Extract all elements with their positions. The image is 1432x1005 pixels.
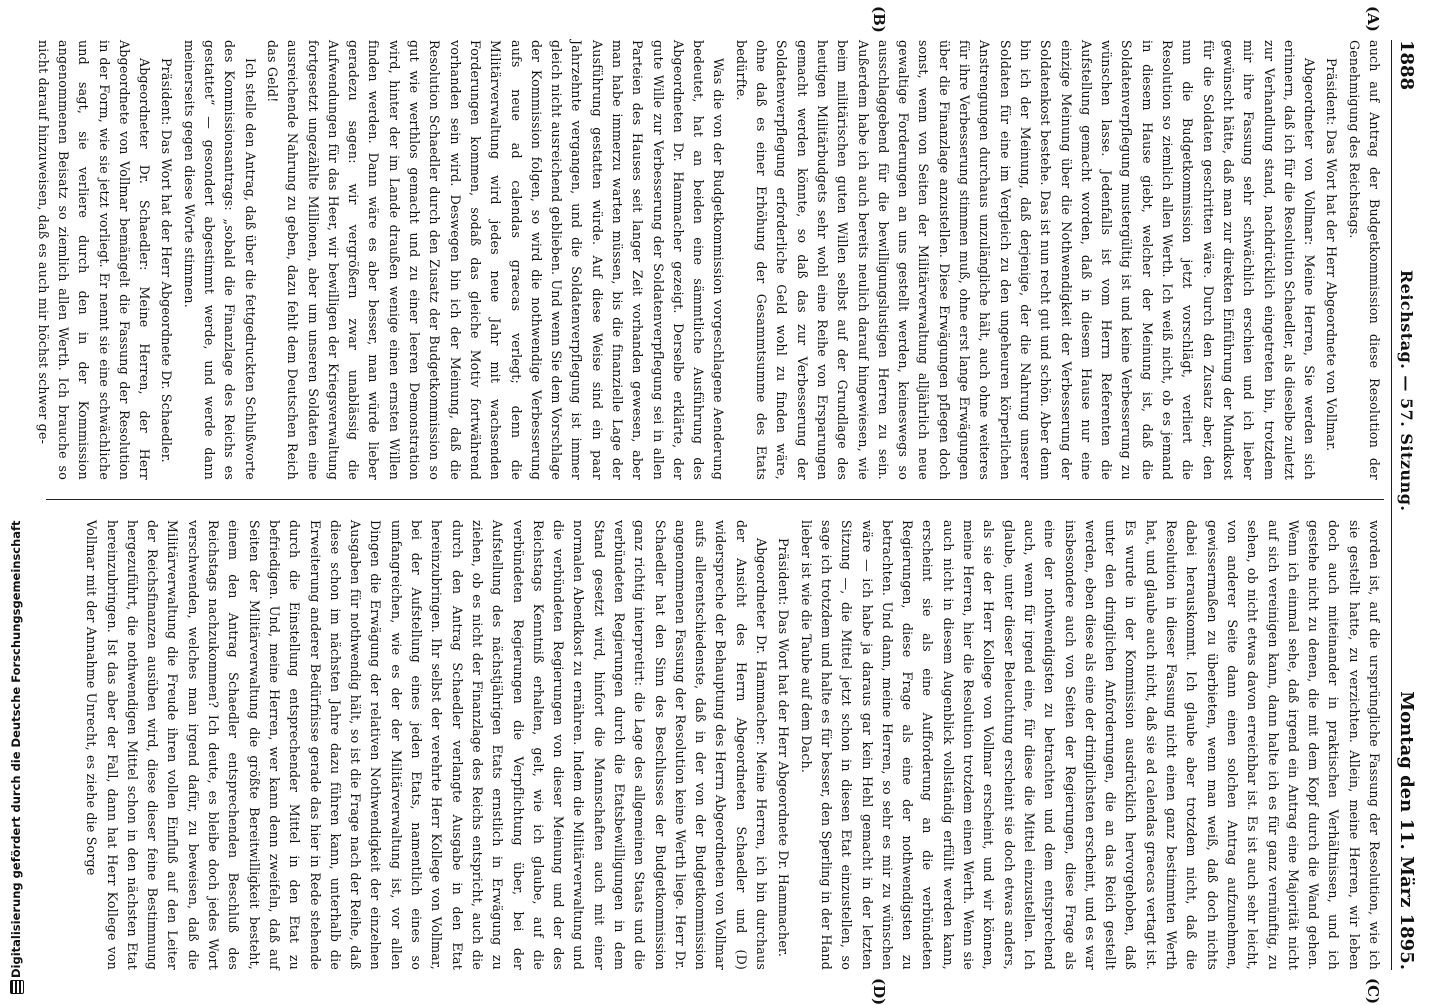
speech-paragraph: Ich stelle den Antrag, daß über die fettgedruckten Schlußworte des Kommissionsantrags: „sobald die Finanzlage des Reichs es gestattet“ — gesondert abgestimmt werde, und werde dann meinerseits gegen diese Worte stimmen. bbox=[181, 40, 258, 480]
speaker-announcement: Präsident: Das Wort hat der Herr Abgeordnete Dr. Hammacher. bbox=[776, 538, 792, 958]
right-text-column bbox=[46, 520, 1384, 970]
speech-paragraph: Abgeordneter von Vollmar: Meine Herren, Sie werden sich erinnern, daß ich für die Resolution Schaedler, als dieselbe zuletzt zur Verhandlung stand, nachdrücklich eingetreten bin, trotzdem mir ihre Fassung sehr schwächlich erschien und ich lieber gewünscht hätte, daß man zur direkten Einführung der Mundkost für die Soldaten geschritten wäre. Durch den Zusatz aber, den nun die Budgetkommission jetzt vorschlägt, verliert die Resolution so ziemlich allen Werth. Ich weiß nicht, ob es jemand in diesem Hause giebt, welcher der Meinung ist, daß die Soldatenverpflegung mustergültig ist und keine Verbesserung zu wünschen lasse. Jedenfalls ist vom Herrn Referenten die Aufstellung gemacht worden, daß in diesem Hause nur eine einzige Meinung über die Nothwendigkeit der Verbesserung der Soldatenkost bestehe. Das ist nun recht gut und schön. Aber denn bin ich der Meinung, daß derjenige, der die Nahrung unserer Soldaten für eine im Vergleich zu den ungeheuren körperlichen Anstrengungen durchaus unzulängliche hält, auch ohne weiteres für ihre Verbesserung stimmen muß, ohne erst lange Erwägungen über die Finanzlage anzustellen. Diese Erwägungen pflegen doch sonst, wenn von Seiten der Militärverwaltung alljährlich neue gewaltige Forderungen an uns gestellt werden, keineswegs so ausschlaggebend für die bewilligungslustigen Herren zu sein. Außerdem habe ich auch bereits neulich darauf hingewiesen, wie beim militärischen guten Willen selbst auf der Grundlage des heutigen Militärbudgets sehr wohl eine Reihe von Ersparungen gemacht werden könnte, so daß das zur Verbesserung der Soldatenverpflegung erforderliche Geld wohl zu finden wäre, ohne daß es einer Erhöhung der Gesammtsumme des Etats bedürfte. bbox=[733, 40, 1318, 480]
margin-marker-b: (B) bbox=[870, 6, 888, 33]
digitization-credit-bar bbox=[2, 0, 30, 1000]
left-text-column bbox=[35, 40, 1384, 480]
digitization-credit: Digitalisierung gefördert durch die Deutsche Forschungsgemeinschaft bbox=[9, 520, 23, 978]
session-title: Reichstag. — 57. Sitzung. bbox=[1397, 269, 1417, 512]
speech-paragraph: Abgeordneter Dr. Schaedler: Meine Herren, der Herr Abgeordnete von Vollmar bemängelt die Fassung der Resolution in der Form, wie sie jetzt vorliegt. Er nennt sie eine schwächliche und sagt, sie verliere durch den in der Kommission angenommenen Beisatz so ziemlich allen Werth. Ich brauche so nicht darauf hinzuweisen, daß es auch mir höchst schwer ge- bbox=[35, 40, 153, 480]
speaker-announcement: Präsident: Das Wort hat der Herr Abgeordnete von Vollmar. bbox=[1324, 58, 1340, 452]
paragraph: auch auf Antrag der Budgetkommission diese Resolution der Genehmigung des Reichstags. bbox=[1346, 40, 1382, 480]
speech-paragraph: Was die von der Budgetkommission vorgeschlagene Aenderung bedeutet, hat an beiden eine sämmtliche Ausführung des Abgeordneten Dr. Hammacher gezeigt. Derselbe erklärte, der gute Wille zur Verbesserung der Soldatenverpflegung sei in allen Parteien des Hauses seit langer Zeit vorhanden gewesen, aber man habe immerzu warten müssen, bis die finanzielle Lage der Ausführung gestatten würde. Auf diese Weise sind ein paar Jahrzehnte vergangen, und die Soldatenverpflegung ist immer gleich nicht ausreichend geblieben. Und wenn Sie dem Vorschlage der Kommission folgen, so wird die nothwendige Verbesserung aufs neue ad calendas graecas verlegt; denn die Militärverwaltung wird jedes neue Jahr mit wachsenden Forderungen kommen, sodaß das gleiche Motiv fortwährend vorhanden sein wird. Deswegen bin ich der Meinung, daß die Resolution Schaedler durch den Zusatz der Budgetkommission so gut wie werthlos gemacht und zu einer leeren Demonstration wird, hinter der im Lande draußen wenige einen ernsten Willen finden werden. Dann wäre es aber besser, man würde lieber geradezu sagen: wir vergrößern zwar unablässig die Aufwendungen für das Heer, wir bewilligen der Kriegsverwaltung fortgesetzt ungezählte Millionen, aber um unseren Soldaten eine ausreichende Nahrung zu geben, dazu fehlt dem Deutschen Reich das Geld! bbox=[264, 40, 727, 480]
session-date: Montag den 11. März 1895. bbox=[1396, 691, 1418, 970]
margin-marker-c: (C) bbox=[1364, 978, 1382, 1005]
dfg-logo-icon bbox=[10, 980, 24, 994]
margin-marker-d: (D) bbox=[870, 978, 888, 1005]
page-number: 1888 bbox=[1396, 40, 1418, 91]
speaker-announcement: Präsident: Das Wort hat der Herr Abgeordnete Dr. Schaedler. bbox=[159, 58, 175, 463]
page-header bbox=[1391, 40, 1422, 970]
column-divider bbox=[46, 499, 1384, 500]
paragraph: worden ist, auf die ursprüngliche Fassung der Resolution, wie ich sie gestellt hatte, zu verzichten. Allein, meine Herren, wir leben doch auch miteinander in praktischen Verhältnissen, und ich gestehe nicht zu denen, die mit dem Kopf durch die Wand gehen. Wenn ich einmal sehe, daß irgend ein Antrag eine Majorität nicht auf sich vereinigen kann, dann halte ich es für ganz vernünftig, zu sehen, ob nicht etwas davon erreichbar ist. Es ist auch sehr leicht, von anderer Seite dann einen solchen Antrag aufzunehmen, gewissermaßen zu überbieten, wenn man weiß, daß doch nichts dabei herauskommt. Ich glaube aber trotzdem nicht, daß die Resolution in dieser Fassung nicht einen ganz bestimmten Werth hat, und glaube auch nicht, daß sie ad calendas graecas vertagt ist. Es wurde in der Kommission ausdrücklich hervorgehoben, daß unter den dringlichen Anforderungen, die an das Reich gestellt werden, eben diese als eine der dringlichsten erscheint, und es war insbesondere auch von Seiten der Regierungen, diese Frage als eine der nothwendigsten zu betrachten und dem entsprechend auch, wenn für irgend eine, für diese die Mittel einzustellen. Ich glaube, unter dieser Beleuchtung erscheint sie doch etwas anders, als sie der Herr Kollege von Vollmar erscheint, und wir können, meine Herren, hier die Resolution trotzdem einen Werth. Wenn sie auch nicht in diesem Augenblick vollständig erfüllt werden kann, erscheint sie als eine Aufforderung an die verbündeten Regierungen, diese Frage als eine der nothwendigsten zu betrachten. Und dann, meine Herren, so sehr es mir zu wünschen wäre — ich habe ja daraus gar kein Hehl gemacht in der letzten Sitzung —, die Mittel jetzt schon in diesen Etat einzustellen, so sage ich trotzdem und halte es für besser, den Sperling in der Hand lieber ist wie die Taube auf dem Dach. bbox=[798, 520, 1382, 970]
newspaper-page bbox=[35, 0, 1428, 1005]
speech-paragraph: Abgeordneter Dr. Hammacher: Meine Herren, ich bin durchaus der Ansicht des Herrn Abgeordneten Schaedler und (D) widerspreche der Behauptung des Herrn Abgeordneten von Vollmar aufs allerentschiedenste, daß in der von der Budgetkommission angenommenen Fassung der Resolution keine Werth liege. Herr Dr. Schaedler hat den Sinn des Beschlusses der Budgetkommission ganz richtig interpretirt: die Lage des allgemeinen Staats und die verbündeten Regierungen durch die Etatsbewilligungen in dem Stand gesetzt wird, hinfort die Mannschaften auch mit einer normalen Abendkost zu ernähren. Indem die Militärverwaltung und die verbündeten Regierungen von dieser Meinung und der des Reichstags Kenntniß erhalten, gelt, wie ich glaube, auf die verbündeten Regierungen die Verpflichtung über, bei der Aufstellung des nächstjährigen Etats ernstlich in Erwägung zu ziehen, ob es nicht der Finanzlage des Reichs entspricht, auch die durch den Antrag Schaedler verlangte Ausgabe in den Etat hereinzubringen. Ihr selbst der verehrte Herr Kollege von Vollmar, bei der Aufstellung eines jeden Etats, namentlich eines so umfangreichen, wie es der der Militärverwaltung ist, vor allen Dingen die Erwägung der relativen Nothwendigkeit der einzelnen Ausgaben für nothwendig hält, so ist die Frage nach der Reihe, daß diese schon im nächsten Jahre dazu führen kann, unterhalb die Erweiterung anderer Bedürfnisse gerade das hier in Rede stehende durch die Einstellung entsprechender Mittel in den Etat zu befriedigen. Und, meine Herren, wer kann denn zweifeln, daß auf Seiten der Militärverwaltung die größte Bereitwilligkeit besteht, einem den Antrag Schaedler entsprechenden Beschluß des Reichstags nachzukommen? Ich deute, es bleibe doch jedes Wort verschwenden, welches man irgend dafür, zu beweisen, daß die Militärverwaltung die Freude ihren vollen Einfluß auf den Leiter der Reichsfinanzen ausüben wird, diese dieser feine Bestimmung hergezuführt, die nothwendigen Mittel schon in den nächsten Etat hereinzubringen. Ist das aber der Fall, dann hat Herr Kollege von Vollmar mit der Annahme Unrecht, es ziehe die Sorge bbox=[84, 520, 770, 970]
margin-marker-a: (A) bbox=[1364, 6, 1382, 32]
